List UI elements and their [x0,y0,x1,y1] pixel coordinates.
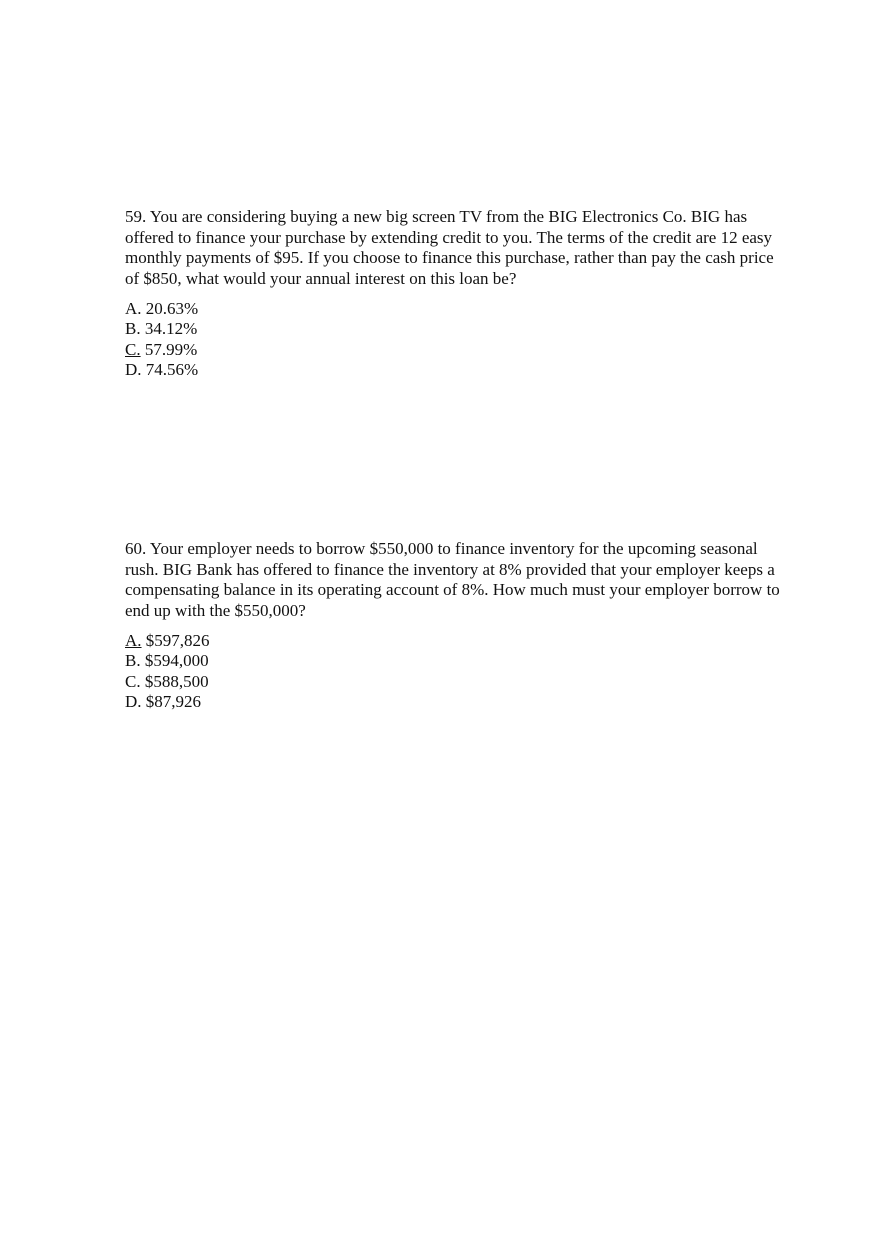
answer-option-c [125,672,785,692]
question-stem [125,539,785,622]
option-letter: A. [125,298,142,318]
option-letter: B. [125,319,141,339]
answer-option-b [125,651,785,671]
option-value: 20.63% [145,298,199,318]
option-value: $594,000 [144,651,209,671]
question-60 [125,539,785,712]
answer-options [125,299,785,381]
option-value: $597,826 [145,630,210,650]
option-value: 74.56% [145,360,199,380]
answer-option-b [125,319,785,339]
question-text: You are considering buying a new big screen TV from the BIG Electronics Co. BIG has offered to finance your purchase by extending credit to you. The terms of the credit are 12 easy monthly payments of $95. If you choose to finance this purchase, rather than pay the cash price of $850, what would your annual interest on this loan be? [125,207,774,289]
option-value: 34.12% [144,319,198,339]
question-stem [125,207,785,290]
option-letter-marked-correct: A. [125,630,142,650]
option-letter: D. [125,360,142,380]
question-number: 60. [125,539,147,558]
answer-options [125,631,785,713]
question-number: 59. [125,207,147,226]
answer-option-a [125,631,785,651]
option-value: 57.99% [144,339,198,359]
question-text: Your employer needs to borrow $550,000 to finance inventory for the upcoming seasonal rush. BIG Bank has offered to finance the inventory at 8% provided that your employer keeps a compensating balance in its operating account of 8%. How much must your employer borrow to end up with the $550,000? [125,539,780,621]
option-value: $588,500 [144,671,209,691]
answer-option-a [125,299,785,319]
question-59 [125,207,785,380]
option-value: $87,926 [145,692,202,712]
option-letter: C. [125,671,141,691]
answer-option-c [125,340,785,360]
answer-option-d [125,360,785,380]
option-letter: D. [125,692,142,712]
option-letter: B. [125,651,141,671]
option-letter-marked-correct: C. [125,339,141,359]
answer-option-d [125,692,785,712]
